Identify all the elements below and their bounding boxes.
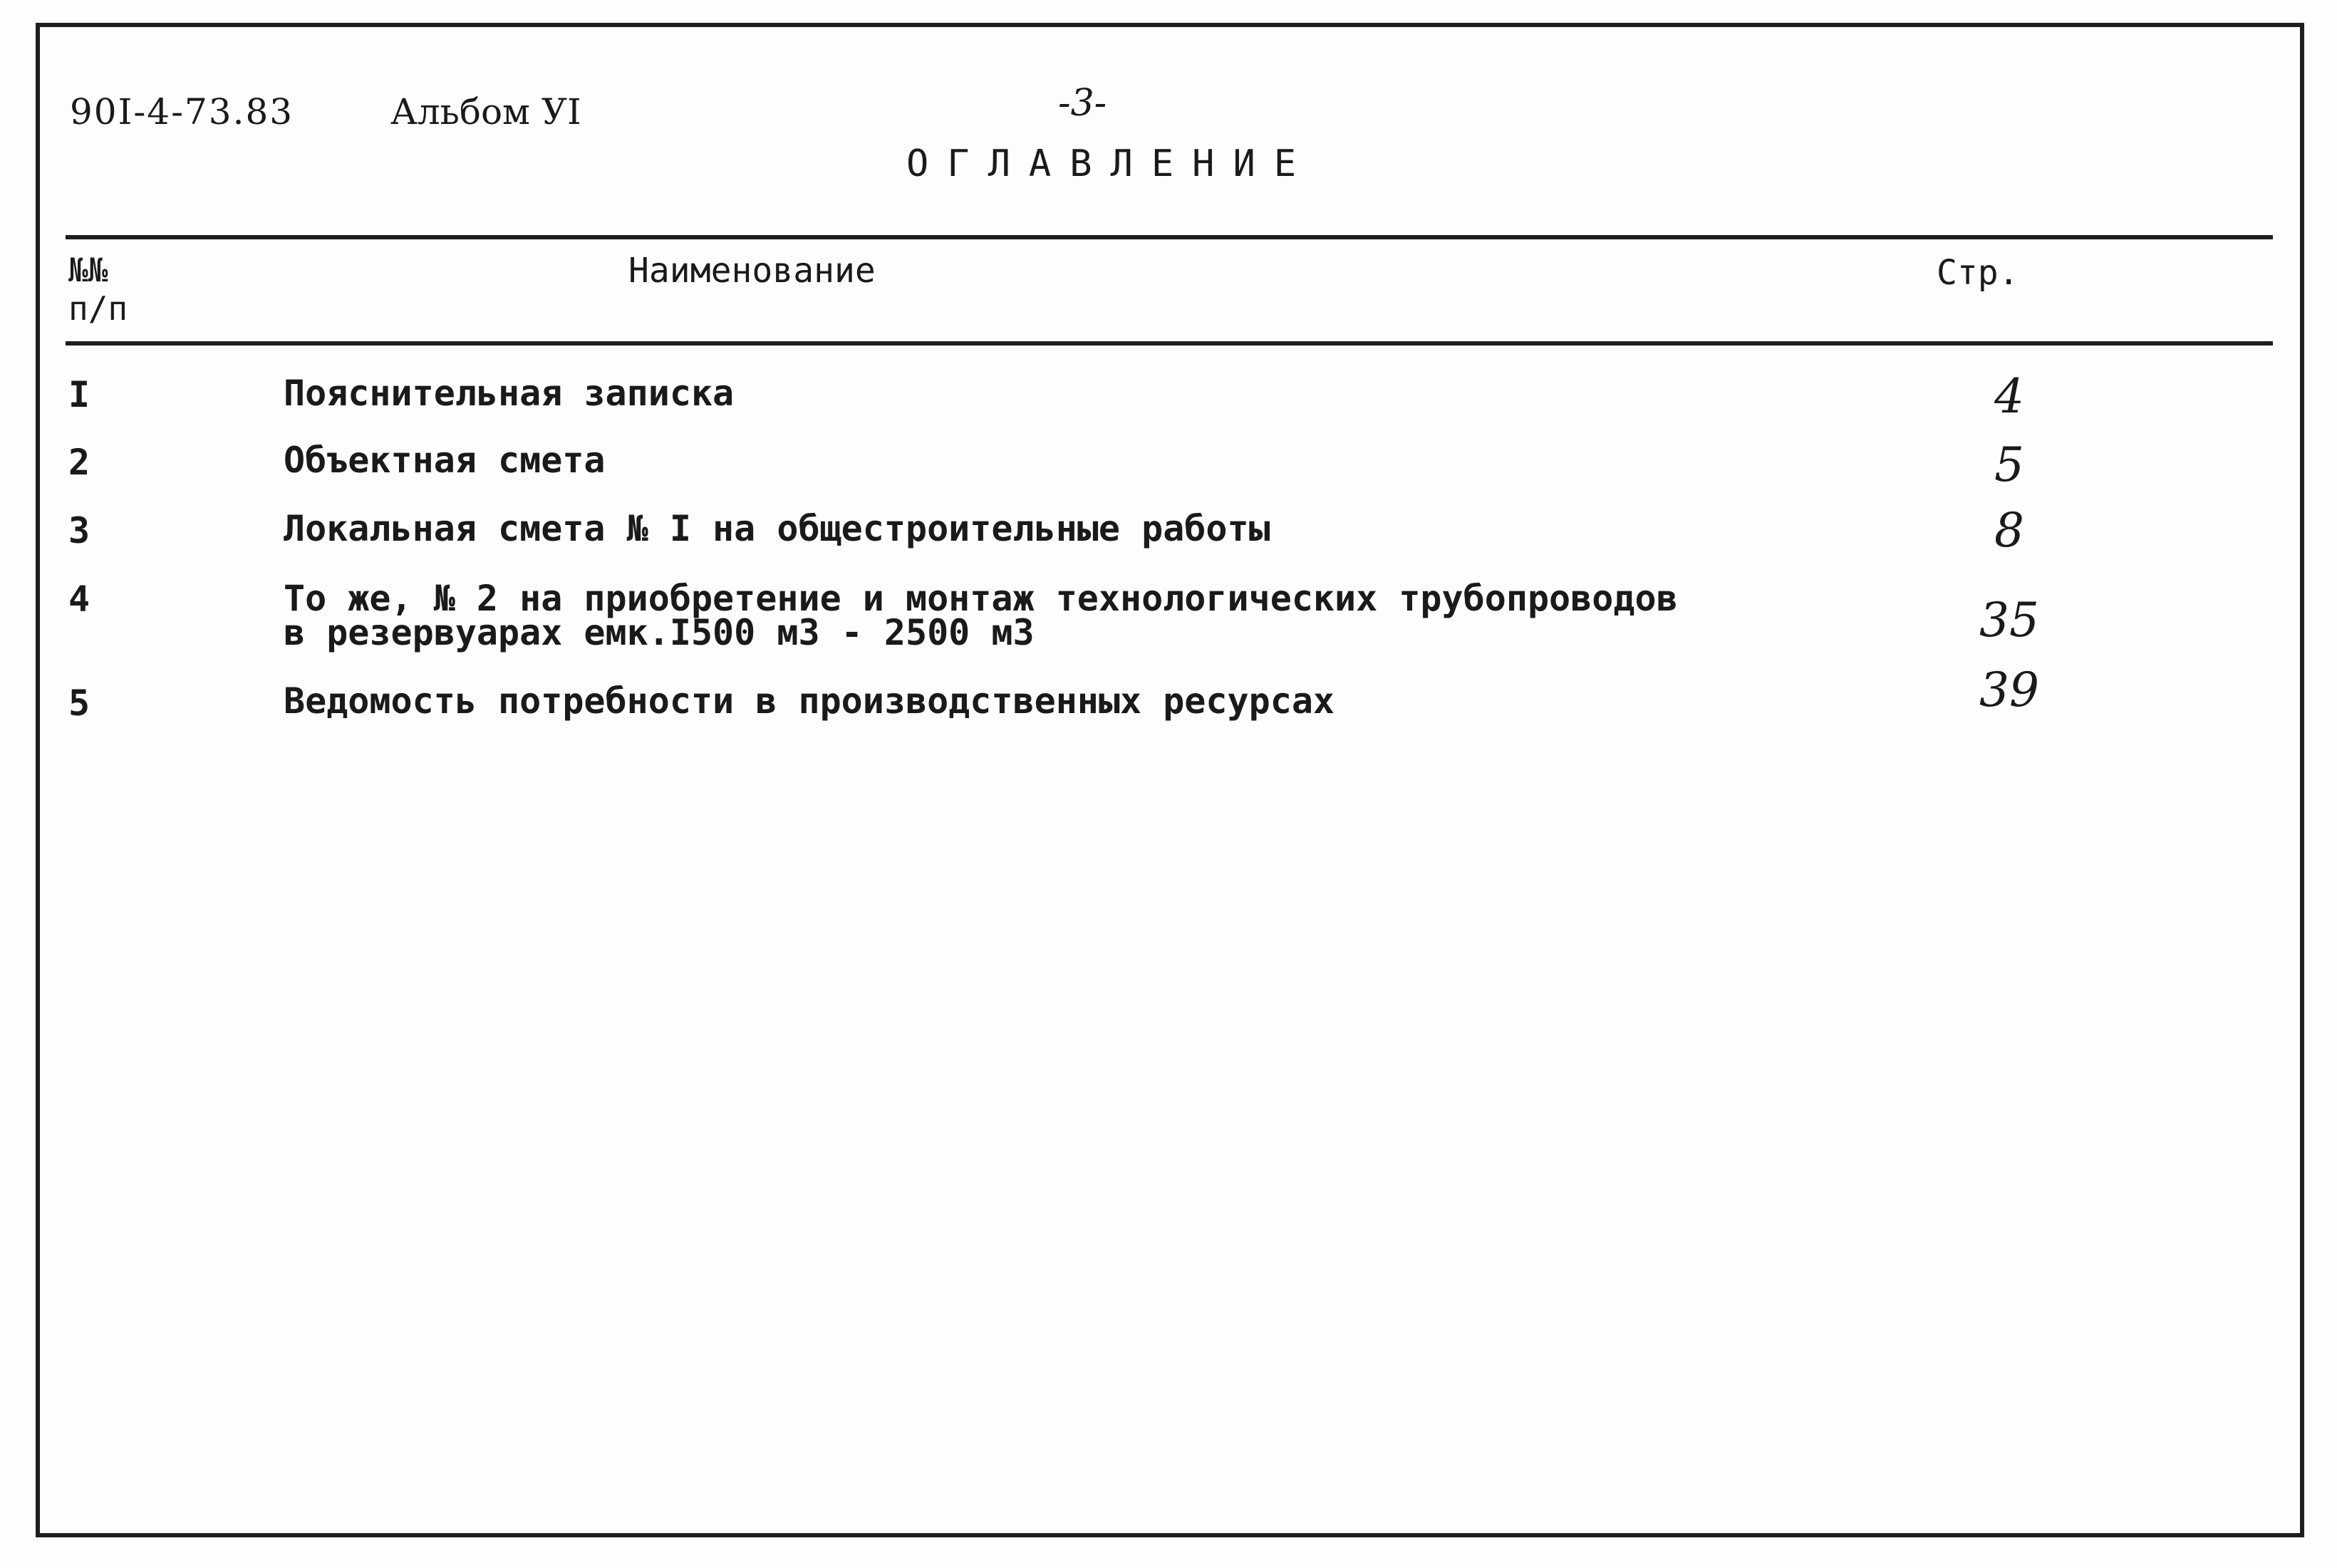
document-frame [36,23,2304,1537]
row-3-number: 3 [68,510,90,551]
row-2-number: 2 [68,442,90,483]
row-5-page: 39 [1979,663,2039,717]
row-3-name: Локальная смета № I на общестроительные работы [284,508,1270,549]
row-4-name: То же, № 2 на приобретение и монтаж технологических трубопроводов в резервуарах емк.I500 м3 - 2500 м3 [284,578,1678,653]
row-1-name: Пояснительная записка [284,373,735,414]
table-top-rule [66,235,2273,239]
row-5-name: Ведомость потребности в производственных ресурсах [284,680,1335,722]
column-header-number-text: №№ п/п [68,251,128,328]
column-header-number [68,251,128,328]
row-2-name: Объектная смета [284,440,606,481]
album-label: Альбом УI [390,91,581,133]
row-5-number: 5 [68,682,90,724]
page-number: -3- [1058,82,1107,125]
column-header-page: Стр. [1937,253,2019,293]
row-1-number: I [68,374,90,415]
column-header-name: Наименование [628,251,876,291]
row-3-page: 8 [1994,503,2024,558]
row-2-page: 5 [1994,437,2024,492]
table-header-rule [66,341,2273,346]
page-title: ОГЛАВЛЕНИЕ [906,142,1315,185]
row-4-number: 4 [68,578,90,620]
document-code: 90I-4-73.83 [70,91,294,133]
row-1-page: 4 [1994,369,2024,424]
row-4-page: 35 [1979,593,2039,648]
